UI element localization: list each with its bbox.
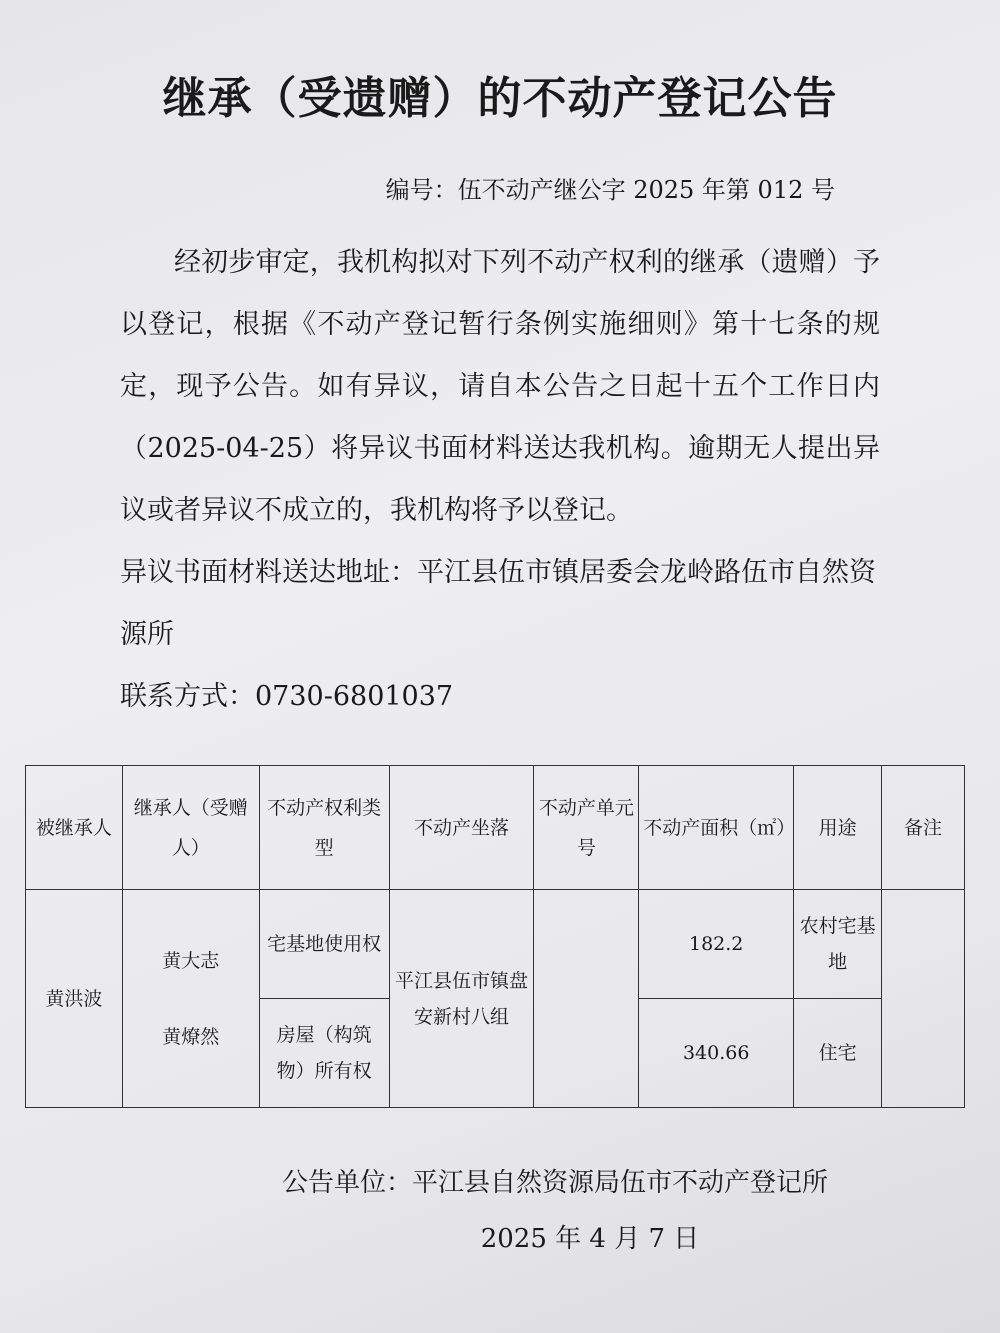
cell-remarks <box>882 890 965 1108</box>
cell-heirs <box>122 890 259 1108</box>
header-unit-no: 不动产单元号 <box>534 766 639 890</box>
header-remarks: 备注 <box>882 766 965 890</box>
cell-usage: 住宅 <box>794 999 882 1108</box>
cell-area: 340.66 <box>639 999 794 1108</box>
objection-address: 异议书面材料送达地址：平江县伍市镇居委会龙岭路伍市自然资源所 <box>120 557 876 650</box>
notice-title: 继承（受遗赠）的不动产登记公告 <box>162 73 838 124</box>
cell-usage: 农村宅基地 <box>794 890 882 999</box>
heir-name: 黄燎然 <box>162 1025 220 1048</box>
notice-paragraph: 经初步审定，我机构拟对下列不动产权利的继承（遗赠）予以登记，根据《不动产登记暂行条例实施细则》第十七条的规定，现予公告。如有异议，请自本公告之日起十五个工作日内（2025-04-25）将异议书面材料送达我机构。逾期无人提出异议或者异议不成立的，我机构将予以登记。 <box>120 247 880 526</box>
issuing-authority: 公告单位：平江县自然资源局伍市不动产登记所 <box>281 1168 828 1198</box>
notice-body <box>120 232 880 728</box>
cell-unit-no <box>534 890 639 1108</box>
header-area: 不动产面积（㎡） <box>639 766 794 890</box>
header-decedent: 被继承人 <box>26 766 123 890</box>
cell-right-type: 房屋（构筑物）所有权 <box>259 999 389 1108</box>
cell-area: 182.2 <box>639 890 794 999</box>
property-table <box>25 765 965 1108</box>
cell-right-type: 宅基地使用权 <box>259 890 389 999</box>
notice-date: 2025 年 4 月 7 日 <box>480 1224 700 1254</box>
table-row <box>26 890 965 999</box>
heir-name: 黄大志 <box>162 949 220 972</box>
table-header-row <box>26 766 965 890</box>
header-right-type: 不动产权利类型 <box>259 766 389 890</box>
document-number: 编号：伍不动产继公字 2025 年第 012 号 <box>385 176 835 204</box>
contact-info: 联系方式：0730-6801037 <box>120 681 454 712</box>
cell-location: 平江县伍市镇盘安新村八组 <box>389 890 534 1108</box>
cell-decedent: 黄洪波 <box>26 890 123 1108</box>
header-usage: 用途 <box>794 766 882 890</box>
header-location: 不动产坐落 <box>389 766 534 890</box>
header-heirs: 继承人（受赠人） <box>122 766 259 890</box>
